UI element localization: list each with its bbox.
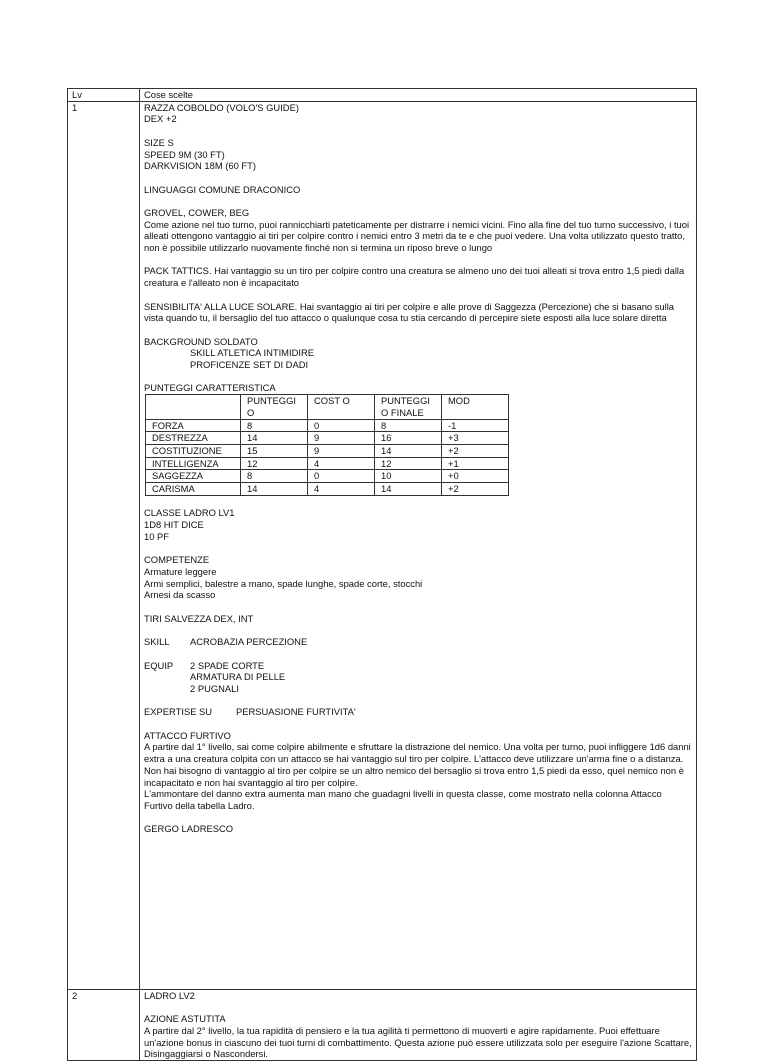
competence-tools: Arnesi da scasso: [144, 589, 216, 601]
sneak-attack-p1: A partire dal 1° livello, sai come colpire abilmente e sfruttare la distrazione del nemico. Una volta per turno, puoi infliggere 1d6 danni extra a una creatura colpita con un attacco se hai vantaggio sul tiro per colpire. L'attacco deve utilizzare un'arma fine o a distanza.: [144, 741, 691, 765]
background-proficiency: PROFICENZE SET DI DADI: [190, 359, 309, 371]
ability-name: SAGGEZZA: [146, 470, 241, 483]
sneak-attack-p2: Non hai bisogno di vantaggio al tiro per colpire se un altro nemico del bersaglio si trova entro 1,5 piedi da esso, quel nemico non è incapacitato e non hai svantaggio al tiro per colpire.: [144, 764, 684, 788]
skill-value: ACROBAZIA PERCEZIONE: [190, 636, 308, 648]
table-row: [146, 470, 509, 483]
table-row: [146, 444, 509, 457]
header-level: Lv: [68, 89, 140, 102]
table-row: [146, 457, 509, 470]
race-line: RAZZA COBOLDO (VOLO'S GUIDE): [144, 101, 299, 113]
ability-cost: 4: [308, 457, 375, 470]
ability-final: 14: [375, 444, 442, 457]
ability-final: 14: [375, 483, 442, 496]
level-choices-table: [67, 88, 697, 1061]
ability-mod: +2: [442, 444, 509, 457]
trait-darkvision: DARKVISION 18M (60 FT): [144, 160, 257, 172]
equip-line: [144, 660, 692, 672]
class-line: CLASSE LADRO LV1: [144, 507, 235, 519]
equip-item: 2 SPADE CORTE: [190, 659, 265, 671]
ability-final: 8: [375, 419, 442, 432]
ability-cost: 9: [308, 444, 375, 457]
ability-score: 8: [241, 470, 308, 483]
ability-score: 14: [241, 432, 308, 445]
ability-mod: -1: [442, 419, 509, 432]
ability-name: COSTITUZIONE: [146, 444, 241, 457]
ability-cost: 9: [308, 432, 375, 445]
background-title: BACKGROUND SOLDATO: [144, 335, 258, 347]
trait-size: SIZE S: [144, 136, 174, 148]
ability-name: FORZA: [146, 419, 241, 432]
ability-mod: +3: [442, 432, 509, 445]
equip-label: EQUIP: [144, 659, 174, 671]
ability-score: 15: [241, 444, 308, 457]
ability-cost: 0: [308, 419, 375, 432]
ability-scores-table: [145, 394, 509, 496]
competences-title: COMPETENZE: [144, 554, 210, 566]
competence-armor: Armature leggere: [144, 565, 217, 577]
ability-name: INTELLIGENZA: [146, 457, 241, 470]
level-1-content: [140, 101, 697, 989]
scores-header-blank: [146, 395, 241, 419]
scores-header-final: PUNTEGGI O FINALE: [375, 395, 442, 419]
skill-line: [144, 636, 692, 648]
background-skill: SKILL ATLETICA INTIMIDIRE: [190, 347, 314, 359]
table-row: [146, 419, 509, 432]
pack-tactics: PACK TATTICS. Hai vantaggio su un tiro per colpire contro una creatura se almeno uno dei tuoi alleati si trova entro 1,5 piedi dalla creatura e l'alleato non è incapacitato: [144, 265, 685, 289]
expertise-line: [144, 706, 692, 718]
level-1-row: [68, 101, 697, 989]
table-row: [146, 483, 509, 496]
sunlight-sensitivity: SENSIBILITA' ALLA LUCE SOLARE. Hai svantaggio ai tiri per colpire e alle prove di Saggezza (Percezione) che si basano sulla vista quando tu, il bersaglio del tuo attacco o qualunque cosa tu stia cercando di percepire siete esposti alla luce solare diretta: [144, 300, 675, 324]
languages: LINGUAGGI COMUNE DRACONICO: [144, 183, 301, 195]
level-1-number: 1: [68, 101, 140, 989]
hit-points: 10 PF: [144, 530, 170, 542]
equip-item: ARMATURA DI PELLE: [190, 671, 286, 683]
scores-header-score: PUNTEGGI O: [241, 395, 308, 419]
cunning-action-title: AZIONE ASTUTITA: [144, 1013, 226, 1025]
race-bonus: DEX +2: [144, 113, 177, 125]
table-header-row: [68, 89, 697, 102]
level-2-number: 2: [68, 989, 140, 1060]
sneak-attack-p3: L'ammontare del danno extra aumenta man mano che guadagni livelli in questa classe, come mostrato nella colonna Attacco Furtivo della tabella Ladro.: [144, 788, 662, 811]
ability-score: 8: [241, 419, 308, 432]
ability-score: 12: [241, 457, 308, 470]
ability-mod: +0: [442, 470, 509, 483]
scores-title: PUNTEGGI CARATTERISTICA: [144, 382, 276, 394]
trait-speed: SPEED 9M (30 FT): [144, 148, 225, 160]
ability-cost: 0: [308, 470, 375, 483]
header-choices: Cose scelte: [140, 89, 697, 102]
ability-mod: +2: [442, 483, 509, 496]
table-row: [146, 432, 509, 445]
sneak-attack-title: ATTACCO FURTIVO: [144, 729, 231, 741]
ability-mod: +1: [442, 457, 509, 470]
scores-header-mod: MOD: [442, 395, 509, 419]
expertise-label: EXPERTISE SU: [144, 706, 213, 718]
scores-header-row: [146, 395, 509, 419]
level-2-content: [140, 989, 697, 1060]
grovel-title: GROVEL, COWER, BEG: [144, 206, 250, 218]
expertise-value: PERSUASIONE FURTIVITA': [236, 706, 356, 718]
cunning-action-text: A partire dal 2° livello, la tua rapidità di pensiero e la tua agilità ti permettono di muoverti e agire rapidamente. Puoi effettuare un'azione bonus in ciascuno dei tuoi turni di combattimento. Questa azione può essere utilizzata solo per eseguire l'azione Scattare, Disingaggiarsi o Nascondersi.: [144, 1024, 692, 1060]
saving-throws: TIRI SALVEZZA DEX, INT: [144, 612, 254, 624]
skill-label: SKILL: [144, 636, 170, 648]
grovel-text: Come azione nel tuo turno, puoi rannicchiarti pateticamente per distrarre i nemici vicini. Fino alla fine del tuo turno successivo, i tuoi alleati ottengono vantaggio ai tiri per colpire contro i nemici entro 3 metri da te e che puoi vedere. Una volta utilizzato questo tratto, non è possibile utilizzarlo nuovamente finché non si termina un riposo breve o lungo: [144, 218, 690, 254]
ability-score: 14: [241, 483, 308, 496]
ability-cost: 4: [308, 483, 375, 496]
hit-dice: 1D8 HIT DICE: [144, 519, 204, 531]
ability-final: 10: [375, 470, 442, 483]
competence-weapons: Armi semplici, balestre a mano, spade lunghe, spade corte, stocchi: [144, 577, 423, 589]
ability-name: DESTREZZA: [146, 432, 241, 445]
thieves-cant: GERGO LADRESCO: [144, 823, 234, 835]
document-page: [67, 88, 697, 1061]
level-2-row: [68, 989, 697, 1060]
class-line-2: LADRO LV2: [144, 989, 195, 1001]
scores-header-cost: COST O: [308, 395, 375, 419]
equip-item: 2 PUGNALI: [190, 682, 239, 694]
ability-final: 16: [375, 432, 442, 445]
ability-final: 12: [375, 457, 442, 470]
ability-name: CARISMA: [146, 483, 241, 496]
